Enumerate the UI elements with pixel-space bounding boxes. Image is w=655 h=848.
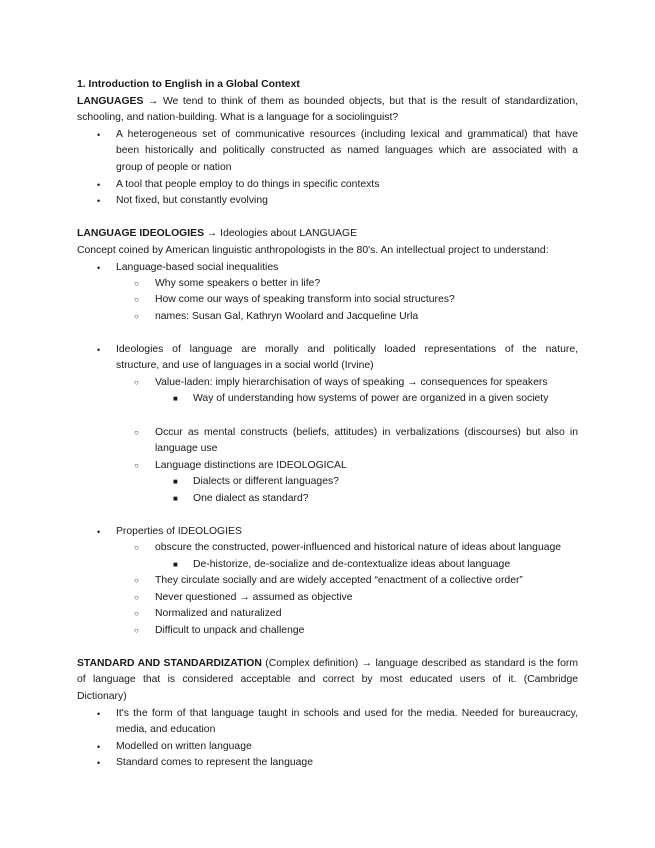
sub-list-item: Normalized and naturalized (155, 608, 282, 619)
sub-list-item: Value-laden: imply hierarchisation of ways of speaking → consequences for speakers (155, 377, 548, 388)
list-item-continuation: group of people or nation (116, 162, 232, 173)
sub-list-item: names: Susan Gal, Kathryn Woolard and Jacqueline Urla (155, 311, 419, 322)
list-item: Modelled on written language (116, 741, 252, 752)
paragraph-line: Concept coined by American linguistic anthropologists in the 80's. An intellectual project to understand: (77, 245, 549, 256)
list-item: It's the form of that language taught in schools and used for the media. Needed for bureaucracy, (116, 708, 578, 719)
sub-list-item: obscure the constructed, power-influenced and historical nature of ideas about language (155, 542, 562, 553)
bullet-icon: • (97, 742, 101, 752)
circle-bullet-icon: ○ (134, 461, 139, 470)
bullet-icon: • (97, 758, 101, 768)
sub-sub-list-item: Dialects or different languages? (193, 476, 339, 487)
circle-bullet-icon: ○ (134, 593, 139, 602)
paragraph-line: Dictionary) (77, 691, 127, 702)
paragraph-line (77, 94, 578, 111)
sub-list-item-continuation: language use (155, 443, 218, 454)
title-rest: → Ideologies about LANGUAGE (204, 228, 358, 239)
paragraph-line (77, 656, 578, 673)
circle-bullet-icon: ○ (134, 312, 139, 321)
square-bullet-icon: ■ (173, 560, 178, 569)
sub-list-item: Why some speakers o better in life? (155, 278, 321, 289)
sub-list-item: How come our ways of speaking transform into social structures? (155, 294, 455, 305)
intro-text: We tend to think of them as bounded objects, but that is the result of standardization, (162, 96, 578, 107)
sub-list-item: Never questioned → assumed as objective (155, 592, 353, 603)
square-bullet-icon: ■ (173, 394, 178, 403)
circle-bullet-icon: ○ (134, 609, 139, 618)
bullet-icon: • (97, 527, 101, 537)
list-item: Language-based social inequalities (116, 262, 279, 273)
sub-list-item: Language distinctions are IDEOLOGICAL (155, 460, 347, 471)
sub-sub-list-item: Way of understanding how systems of power are organized in a given society (193, 393, 549, 404)
bullet-icon: • (97, 196, 101, 206)
circle-bullet-icon: ○ (134, 626, 139, 635)
circle-bullet-icon: ○ (134, 295, 139, 304)
bullet-icon: • (97, 263, 101, 273)
sub-list-item: They circulate socially and are widely accepted “enactment of a collective order” (155, 575, 523, 586)
sub-sub-list-item: De-historize, de-socialize and de-contextualize ideas about language (193, 559, 511, 570)
section-title (77, 226, 578, 243)
list-item: Properties of IDEOLOGIES (116, 526, 242, 537)
square-bullet-icon: ■ (173, 477, 178, 486)
list-item: A tool that people employ to do things in specific contexts (116, 179, 380, 190)
term-languages: LANGUAGES (77, 96, 144, 107)
bullet-icon: • (97, 180, 101, 190)
bullet-icon: • (97, 130, 101, 140)
list-item: Standard comes to represent the language (116, 757, 313, 768)
bullet-icon: • (97, 345, 101, 355)
term-language-ideologies: LANGUAGE IDEOLOGIES (77, 228, 205, 239)
circle-bullet-icon: ○ (134, 543, 139, 552)
section-heading: 1. Introduction to English in a Global Context (77, 79, 300, 90)
list-item: Ideologies of language are morally and politically loaded representations of the nature, (116, 344, 578, 355)
sub-list-item: Difficult to unpack and challenge (155, 625, 305, 636)
circle-bullet-icon: ○ (134, 428, 139, 437)
definition-text: (Complex definition) → language described as standard is the form (261, 658, 578, 669)
list-item-continuation: been historically and politically constructed as named languages which are associated with a (116, 145, 578, 156)
paragraph-line: schooling, and nation-building. What is a language for a sociolinguist? (77, 112, 399, 123)
square-bullet-icon: ■ (173, 494, 178, 503)
arrow: → (143, 96, 163, 107)
list-item: Not fixed, but constantly evolving (116, 195, 268, 206)
sub-sub-list-item: One dialect as standard? (193, 493, 309, 504)
paragraph-line: of language that is considered acceptable and correct by most educated users of it. (Cambridge (77, 674, 578, 685)
sub-list-item: Occur as mental constructs (beliefs, attitudes) in verbalizations (discourses) but also in (155, 427, 578, 438)
list-item: A heterogeneous set of communicative resources (including lexical and grammatical) that have (116, 129, 578, 140)
circle-bullet-icon: ○ (134, 576, 139, 585)
bullet-icon: • (97, 709, 101, 719)
list-item-continuation: media, and education (116, 724, 216, 735)
circle-bullet-icon: ○ (134, 279, 139, 288)
list-item-continuation: structure, and use of languages in a social world (Irvine) (116, 360, 374, 371)
circle-bullet-icon: ○ (134, 378, 139, 387)
term-standard: STANDARD AND STANDARDIZATION (77, 658, 262, 669)
